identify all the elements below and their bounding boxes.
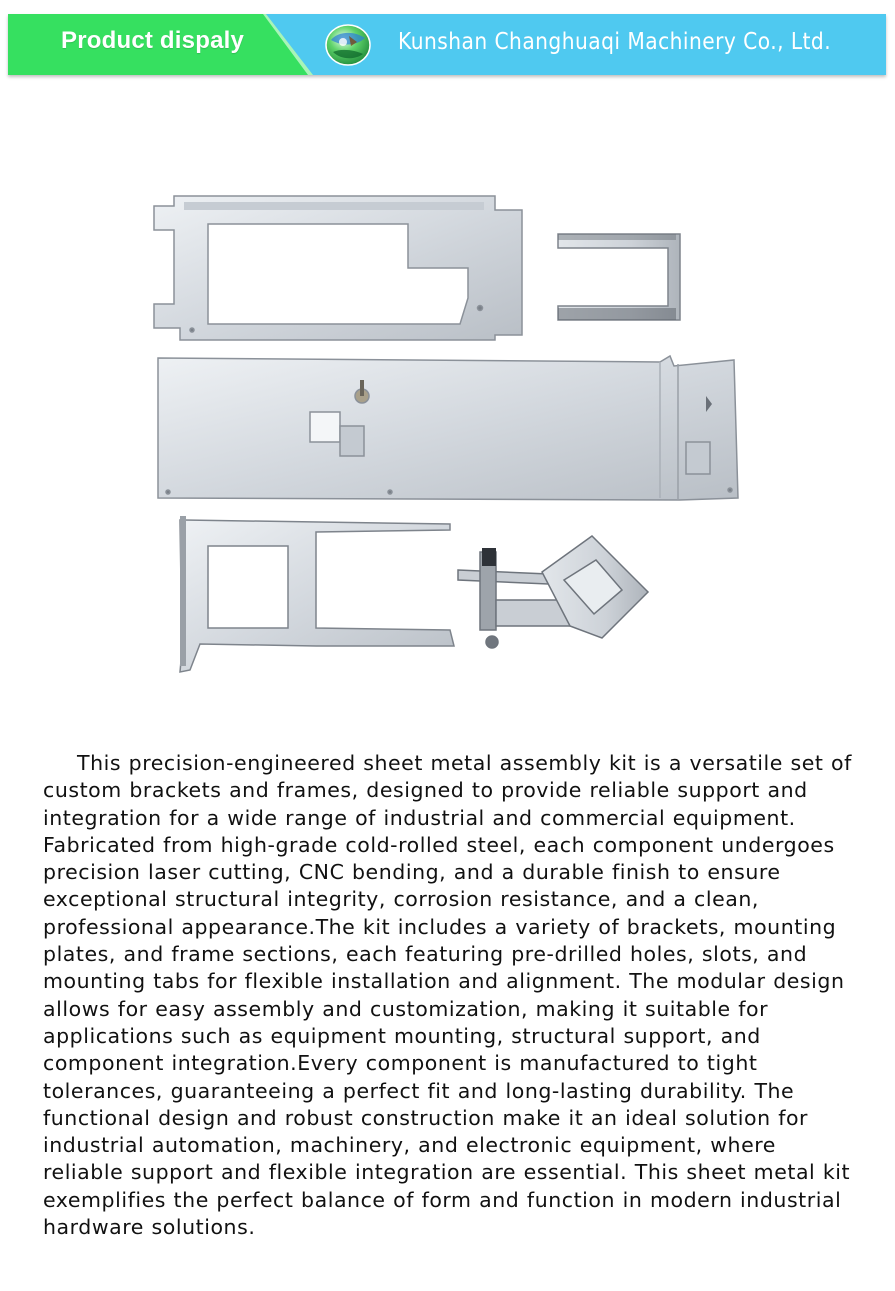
long-mounting-plate [158, 356, 738, 500]
product-description: This precision-engineered sheet metal assembly kit is a versatile set of custom brackets and frames, designed to provide reliable support and integration for a wide range of industrial and commercial equipment. Fabricated from high-grade cold-rolled steel, each component undergoes precision laser cutting, CNC bending, and a durable finish to ensure exceptional structural integrity, corrosion resistance, and a clean, professional appearance.The kit includes a variety of brackets, mounting plates, and frame sections, each featuring pre-drilled holes, slots, and mounting tabs for flexible installation and alignment. The modular design allows for easy assembly and customization, making it suitable for applications such as equipment mounting, structural support, and component integration.Every component is manufactured to tight tolerances, guaranteeing a perfect fit and long-lasting durability. The functional design and robust construction make it an ideal solution for industrial automation, machinery, and electronic equipment, where reliable support and flexible integration are essential. This sheet metal kit exemplifies the perfect balance of form and function in modern industrial hardware solutions. [43, 751, 852, 1240]
hinged-angle-bracket [458, 536, 648, 648]
l-frame-bracket [180, 516, 454, 672]
u-bracket [558, 234, 680, 320]
sheet-metal-kit-photo [140, 180, 760, 680]
company-name: Kunshan Changhuaqi Machinery Co., Ltd. [398, 29, 832, 55]
globe-logo-icon [323, 22, 373, 68]
frame-bracket [154, 196, 522, 340]
page-title: Product dispaly [61, 27, 245, 54]
header-banner [8, 14, 886, 75]
